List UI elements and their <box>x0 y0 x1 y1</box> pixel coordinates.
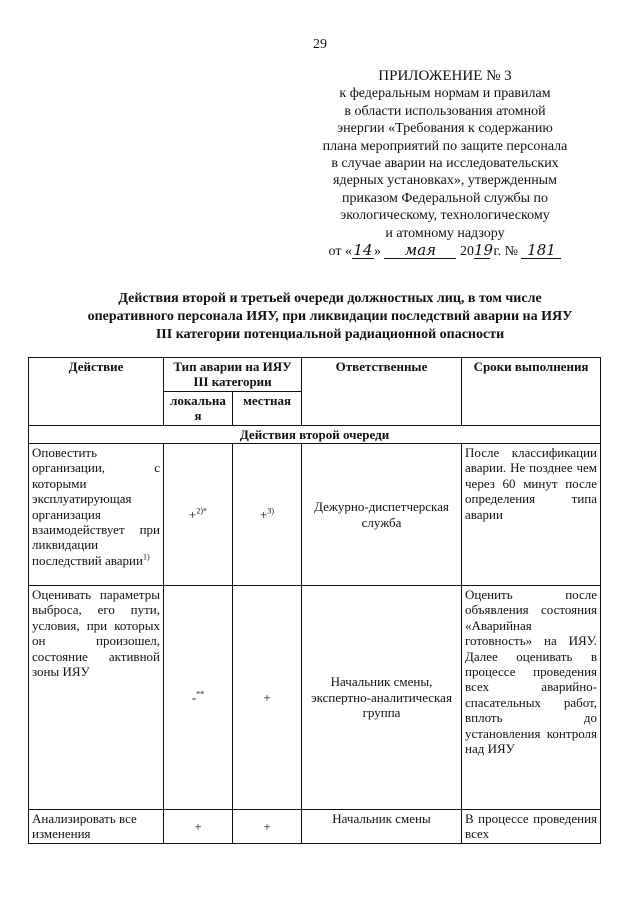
row-responsible: Дежурно-диспетчерская служба <box>302 444 462 586</box>
row-site: + <box>233 586 302 810</box>
appendix-title: ПРИЛОЖЕНИЕ № 3 <box>378 68 512 84</box>
row-action: Оценивать параметры выброса, его пути, условия, при которых он произошел, состояние активной зоны ИЯУ <box>29 586 164 810</box>
row-deadline: В процессе проведения всех <box>462 810 601 844</box>
actions-table <box>28 357 601 844</box>
appendix-block <box>300 68 590 260</box>
header-local: локальная <box>164 391 233 425</box>
approval-number: 181 <box>521 243 561 259</box>
appendix-line: плана мероприятий по защите персонала <box>322 138 568 154</box>
appendix-line: к федеральным нормам и правилам <box>339 86 551 102</box>
row-deadline: Оценить после объявления состояния «Аварийная готовность» на ИЯУ. Далее оценивать в процессе проведения всех аварийно-спасательных работ, вплоть до установления контроля над ИЯУ <box>462 586 601 810</box>
table-header-row <box>29 358 601 392</box>
row-local-mark: - <box>191 689 197 705</box>
header-deadlines: Сроки выполнения <box>462 358 601 426</box>
heading-line: III категории потенциальной радиационной опасности <box>155 327 505 342</box>
approval-year-tail: г. № <box>489 244 522 260</box>
row-local <box>164 444 233 586</box>
row-action-note: 1) <box>142 552 150 562</box>
approval-year-suffix: 19 <box>473 241 494 260</box>
appendix-line: энергии «Требования к содержанию <box>337 121 553 137</box>
section-title: Действия второй очереди <box>29 425 601 443</box>
row-local-note: ** <box>196 689 205 699</box>
section-row <box>29 425 601 443</box>
approval-year-prefix: 20 <box>459 244 474 260</box>
row-local: + <box>164 810 233 844</box>
appendix-line: в случае аварии на исследовательских <box>331 156 559 172</box>
row-site-note: 3) <box>267 506 275 516</box>
row-deadline: После классификации аварии. Не позднее чем через 60 минут после определения типа аварии <box>462 444 601 586</box>
appendix-line: экологическому, технологическому <box>340 208 550 224</box>
table-row <box>29 444 601 586</box>
row-site <box>233 444 302 586</box>
header-action: Действие <box>29 358 164 426</box>
heading-line: оперативного персонала ИЯУ, при ликвидации последствий аварии на ИЯУ <box>87 309 573 324</box>
row-action-text: Оповестить организации, с которыми эксплуатирующая организация взаимодействует при ликвидации последствий аварии <box>32 445 160 568</box>
page-number: 29 <box>313 37 327 52</box>
row-site: + <box>233 810 302 844</box>
approval-quote: » <box>373 244 381 260</box>
appendix-line: в области использования атомной <box>344 103 546 119</box>
heading-line: Действия второй и третьей очереди должностных лиц, в том числе <box>118 291 542 306</box>
table-row <box>29 810 601 844</box>
row-site-mark: + <box>260 506 268 522</box>
document-heading <box>60 290 600 344</box>
approval-line <box>300 243 590 260</box>
appendix-line: приказом Федеральной службы по <box>342 190 548 206</box>
row-action <box>29 444 164 586</box>
header-responsible: Ответственные <box>302 358 462 426</box>
row-local-note: 2)* <box>196 506 207 516</box>
header-accident-type: Тип аварии на ИЯУ III категории <box>164 358 302 392</box>
approval-day: 14 <box>353 241 373 260</box>
row-responsible: Начальник смены, экспертно-аналитическая группа <box>302 586 462 810</box>
approval-month: мая <box>384 243 456 259</box>
row-responsible: Начальник смены <box>302 810 462 844</box>
row-local-mark: + <box>188 506 197 522</box>
approval-from: от « <box>328 244 352 260</box>
appendix-line: ядерных установках», утвержденным <box>333 173 557 189</box>
appendix-line: и атомному надзору <box>385 225 505 241</box>
header-site: местная <box>233 391 302 425</box>
table-row <box>29 586 601 810</box>
row-local <box>164 586 233 810</box>
row-action: Анализировать все изменения <box>29 810 164 844</box>
